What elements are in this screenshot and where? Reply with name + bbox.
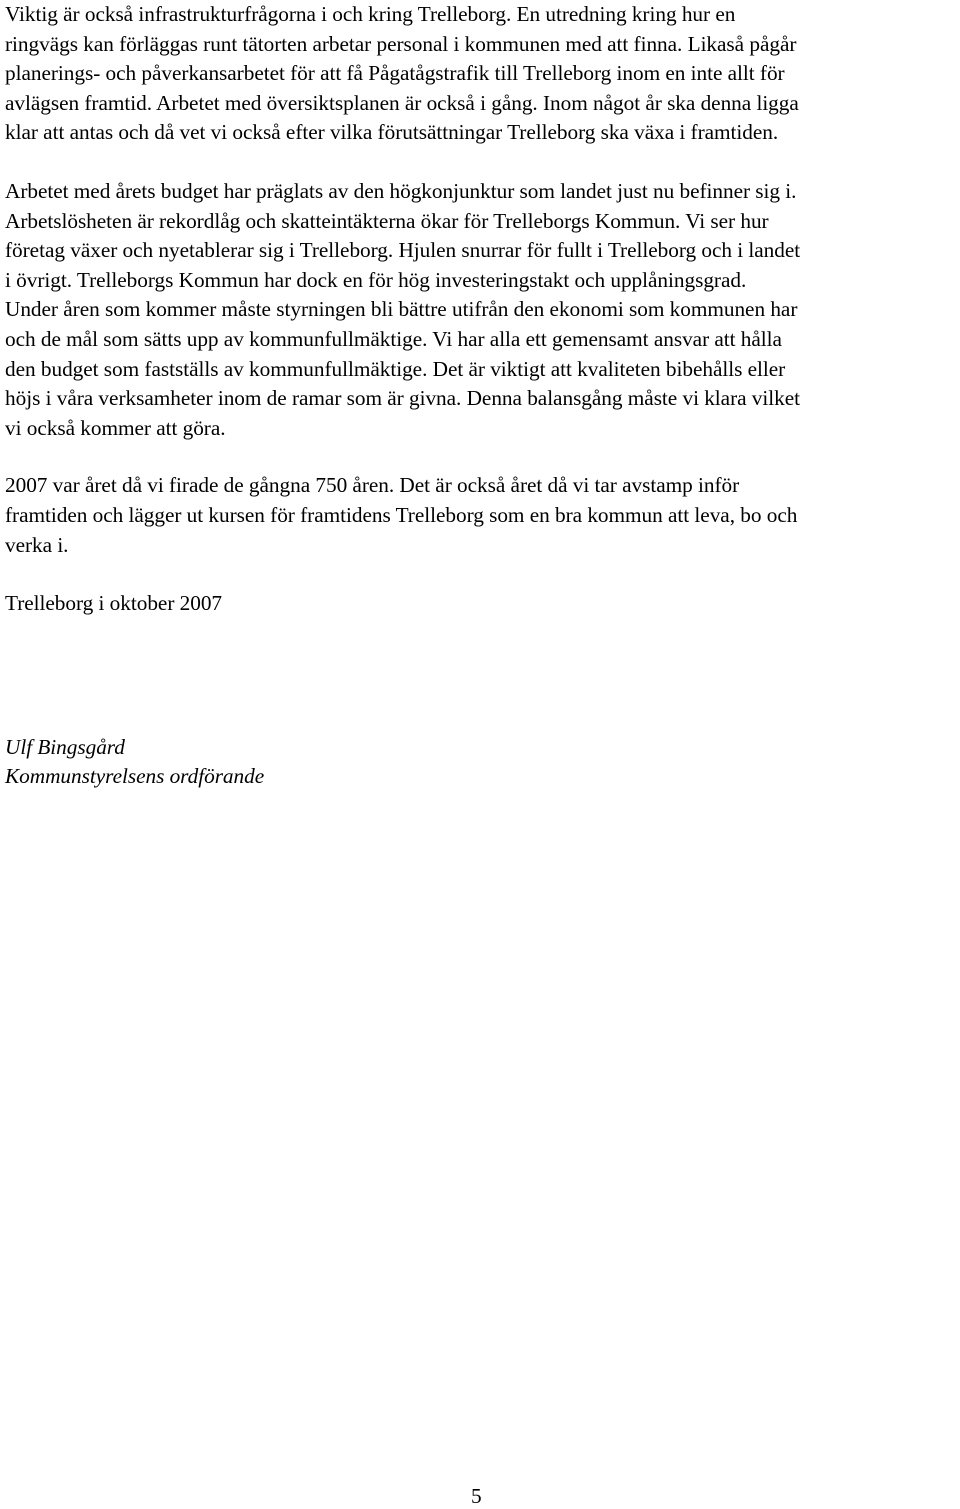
text-line: framtiden och lägger ut kursen för framtidens Trelleborg som en bra kommun att leva, bo och [5, 502, 798, 527]
signature-block [5, 733, 957, 792]
paragraph-budget [5, 177, 957, 443]
signature-name: Ulf Bingsgård [5, 734, 125, 759]
text-line: i övrigt. Trelleborgs Kommun har dock en för hög investeringstakt och upplåningsgrad. [5, 267, 747, 292]
place-date: Trelleborg i oktober 2007 [5, 591, 223, 616]
text-line: och de mål som sätts upp av kommunfullmäktige. Vi har alla ett gemensamt ansvar att hålla [5, 326, 782, 351]
page-number: 5 [471, 1484, 482, 1508]
text-line: företag växer och nyetablerar sig i Trelleborg. Hjulen snurrar för fullt i Trelleborg och i landet [5, 238, 801, 263]
text-line: klar att antas och då vet vi också efter vilka förutsättningar Trelleborg ska växa i framtiden. [5, 120, 779, 145]
text-line: Arbetslösheten är rekordlåg och skatteintäkterna ökar för Trelleborgs Kommun. Vi ser hur [5, 208, 769, 233]
text-line: vi också kommer att göra. [5, 415, 226, 440]
text-line: verka i. [5, 532, 69, 557]
text-line: höjs i våra verksamheter inom de ramar som är givna. Denna balansgång måste vi klara vilket [5, 386, 800, 411]
text-line: Arbetet med årets budget har präglats av den högkonjunktur som landet just nu befinner sig i. [5, 178, 797, 203]
text-line: Under åren som kommer måste styrningen bli bättre utifrån den ekonomi som kommunen har [5, 297, 798, 322]
paragraph-anniversary [5, 471, 957, 560]
paragraph-infrastructure [5, 0, 957, 148]
signature-title: Kommunstyrelsens ordförande [5, 764, 265, 789]
text-line: avlägsen framtid. Arbetet med översiktsplanen är också i gång. Inom något år ska denna ligga [5, 90, 799, 115]
text-line: den budget som fastställs av kommunfullmäktige. Det är viktigt att kvaliteten bibehålls eller [5, 356, 786, 381]
paragraph-place-date [5, 589, 957, 619]
text-line: 2007 var året då vi firade de gångna 750 åren. Det är också året då vi tar avstamp inför [5, 473, 740, 498]
text-line: Viktig är också infrastrukturfrågorna i och kring Trelleborg. En utredning kring hur en [5, 2, 736, 26]
text-line: ringvägs kan förläggas runt tätorten arbetar personal i kommunen med att finna. Likaså pågår [5, 31, 797, 56]
text-line: planerings- och påverkansarbetet för att få Pågatågstrafik till Trelleborg inom en inte allt för [5, 61, 785, 86]
document-page [5, 0, 957, 792]
